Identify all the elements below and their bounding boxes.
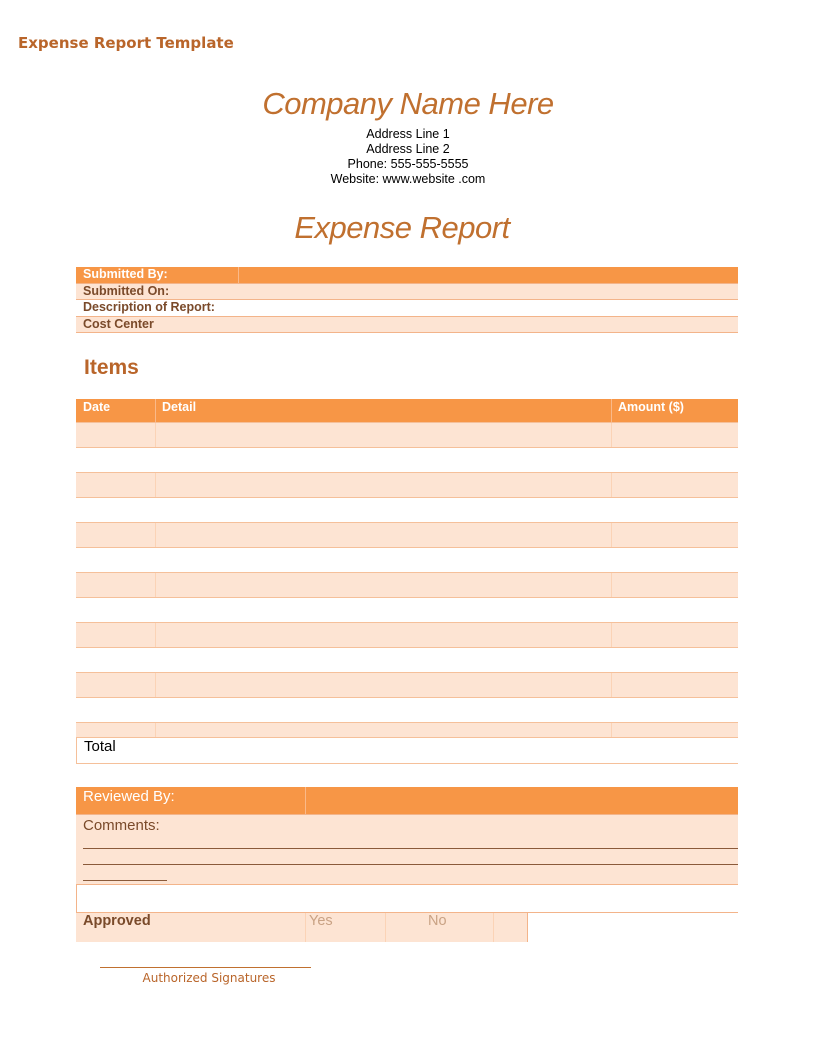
column-divider bbox=[155, 623, 156, 647]
submitted-by-label: Submitted By: bbox=[83, 267, 168, 281]
table-row[interactable] bbox=[76, 648, 738, 673]
column-divider bbox=[155, 673, 156, 697]
website: Website: www.website .com bbox=[330, 172, 486, 186]
table-row[interactable] bbox=[76, 423, 738, 448]
submitted-by-row[interactable] bbox=[76, 267, 738, 284]
cost-center-label: Cost Center bbox=[83, 316, 154, 331]
col-date-header: Date bbox=[83, 400, 111, 414]
table-row[interactable] bbox=[76, 698, 738, 723]
submitted-on-row[interactable] bbox=[76, 284, 738, 301]
col-detail-header: Detail bbox=[162, 400, 197, 414]
approved-label: Approved bbox=[83, 913, 151, 929]
column-divider bbox=[611, 723, 612, 737]
company-name: Company Name Here bbox=[262, 86, 554, 121]
column-divider bbox=[611, 623, 612, 647]
signature-label: Authorized Signatures bbox=[142, 971, 276, 985]
approve-no-option[interactable]: No bbox=[428, 913, 447, 929]
column-divider bbox=[305, 787, 306, 814]
submitted-on-label: Submitted On: bbox=[83, 283, 170, 298]
total-label: Total bbox=[84, 738, 116, 755]
items-heading: Items bbox=[84, 356, 139, 379]
column-divider bbox=[155, 523, 156, 547]
document-title: Expense Report Template bbox=[18, 34, 234, 52]
review-table bbox=[76, 787, 738, 942]
column-divider bbox=[305, 913, 306, 942]
col-amount-header: Amount ($) bbox=[618, 400, 684, 414]
column-divider bbox=[155, 723, 156, 737]
column-divider bbox=[385, 913, 386, 942]
table-row[interactable] bbox=[76, 473, 738, 498]
table-row[interactable] bbox=[76, 723, 738, 738]
items-table bbox=[76, 399, 738, 764]
column-divider bbox=[155, 573, 156, 597]
table-row[interactable] bbox=[76, 623, 738, 648]
reviewed-by-row[interactable] bbox=[76, 787, 738, 815]
column-divider bbox=[611, 399, 612, 422]
comments-label: Comments: bbox=[83, 817, 160, 834]
column-divider bbox=[611, 473, 612, 497]
address-line-2: Address Line 2 bbox=[366, 142, 450, 156]
comment-line bbox=[83, 880, 167, 881]
signature-line[interactable] bbox=[100, 967, 311, 968]
table-row[interactable] bbox=[76, 573, 738, 598]
column-divider bbox=[155, 399, 156, 422]
table-row[interactable] bbox=[76, 673, 738, 698]
comments-area[interactable] bbox=[76, 815, 738, 885]
table-row[interactable] bbox=[76, 448, 738, 473]
description-label: Description of Report: bbox=[83, 300, 215, 314]
column-divider bbox=[155, 423, 156, 447]
comment-line bbox=[83, 848, 738, 849]
address-line-1: Address Line 1 bbox=[366, 127, 450, 141]
column-divider bbox=[611, 523, 612, 547]
approval-row bbox=[76, 913, 738, 942]
column-divider bbox=[493, 913, 494, 942]
column-divider bbox=[155, 473, 156, 497]
approve-yes-option[interactable]: Yes bbox=[309, 913, 333, 929]
column-divider bbox=[611, 673, 612, 697]
table-row[interactable] bbox=[76, 598, 738, 623]
report-title: Expense Report bbox=[294, 210, 510, 245]
submission-info-table bbox=[76, 267, 738, 333]
table-row[interactable] bbox=[76, 523, 738, 548]
description-row[interactable] bbox=[76, 300, 738, 317]
comment-line bbox=[83, 864, 738, 865]
blank-row[interactable] bbox=[76, 885, 738, 913]
column-divider bbox=[238, 267, 239, 283]
reviewed-by-label: Reviewed By: bbox=[83, 788, 175, 805]
items-header-row bbox=[76, 399, 738, 423]
table-row[interactable] bbox=[76, 548, 738, 573]
cost-center-row[interactable] bbox=[76, 317, 738, 334]
column-divider bbox=[611, 573, 612, 597]
total-row[interactable] bbox=[76, 738, 738, 764]
column-divider bbox=[611, 423, 612, 447]
phone-number: Phone: 555-555-5555 bbox=[347, 157, 469, 171]
table-row[interactable] bbox=[76, 498, 738, 523]
